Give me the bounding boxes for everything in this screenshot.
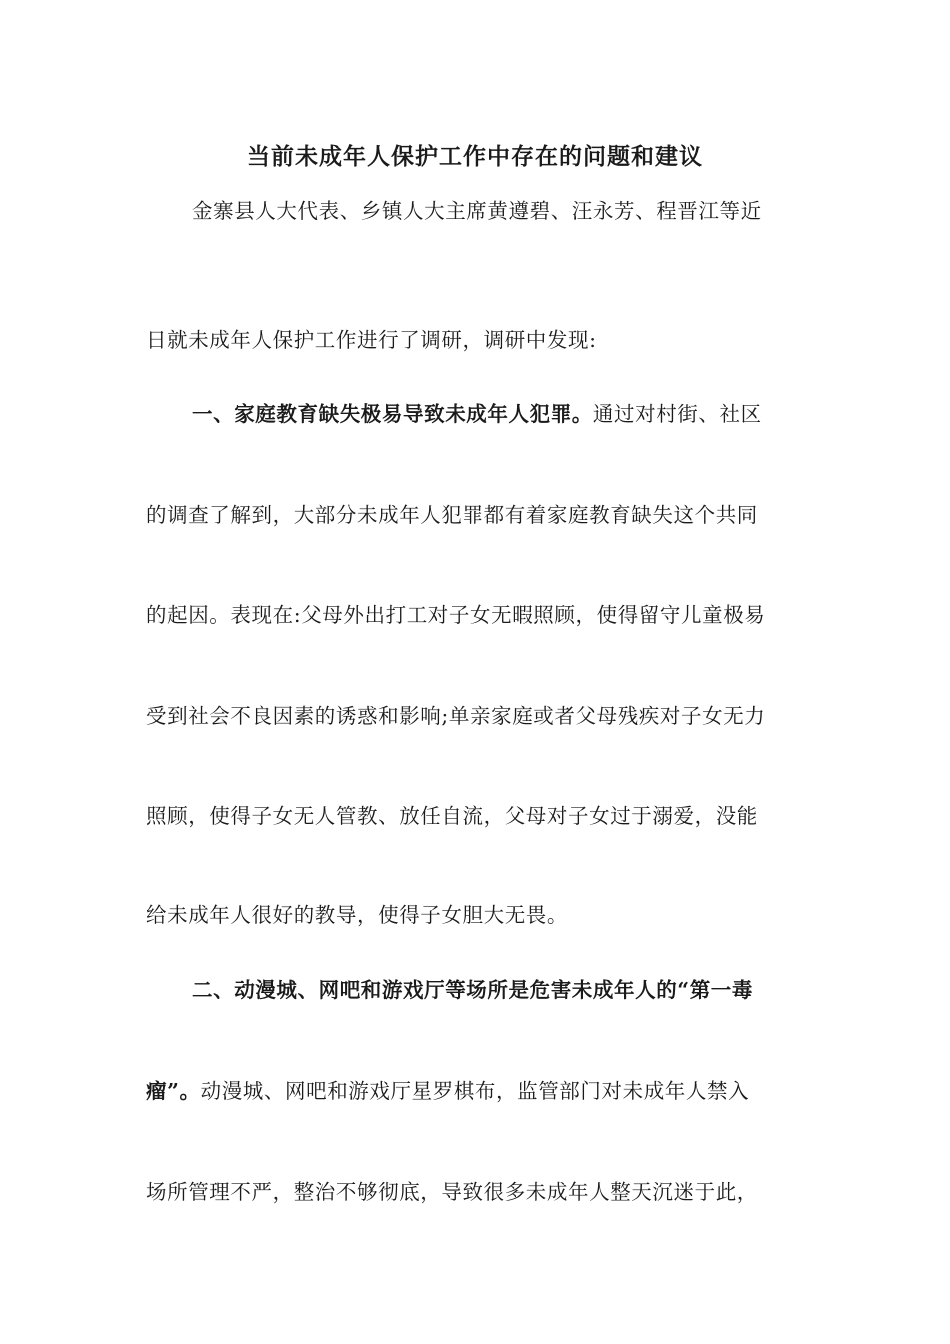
section2-second-line bbox=[146, 1076, 806, 1106]
section1-line: 的起因。表现在:父母外出打工对子女无暇照顾，使得留守儿童极易 bbox=[146, 603, 766, 627]
section2-line-rest: 动漫城、网吧和游戏厅星罗棋布，监管部门对未成年人禁入 bbox=[200, 1079, 750, 1103]
section1-line: 受到社会不良因素的诱惑和影响;单亲家庭或者父母残疾对子女无力 bbox=[146, 704, 766, 728]
intro-line-1: 金寨县人大代表、乡镇人大主席黄遵碧、汪永芳、程晋江等近 bbox=[192, 199, 762, 223]
section1-heading-rest: 通过对村街、社区 bbox=[592, 402, 762, 426]
section2-line: 场所管理不严，整治不够彻底，导致很多未成年人整天沉迷于此， bbox=[146, 1180, 758, 1204]
section1-heading: 一、家庭教育缺失极易导致未成年人犯罪。 bbox=[192, 402, 593, 426]
document-title: 当前未成年人保护工作中存在的问题和建议 bbox=[247, 143, 703, 170]
section2-heading-end: 瘤”。 bbox=[146, 1079, 201, 1103]
section1-line: 给未成年人很好的教导，使得子女胆大无畏。 bbox=[146, 903, 568, 927]
section1-line: 照顾，使得子女无人管教、放任自流，父母对子女过于溺爱，没能 bbox=[146, 804, 758, 828]
section1-first-line bbox=[192, 399, 806, 429]
section2-heading-line-1: 二、动漫城、网吧和游戏厅等场所是危害未成年人的“第一毒 bbox=[192, 978, 753, 1002]
intro-line-2: 日就未成年人保护工作进行了调研，调研中发现: bbox=[146, 328, 597, 352]
section1-line: 的调查了解到，大部分未成年人犯罪都有着家庭教育缺失这个共同 bbox=[146, 503, 758, 527]
